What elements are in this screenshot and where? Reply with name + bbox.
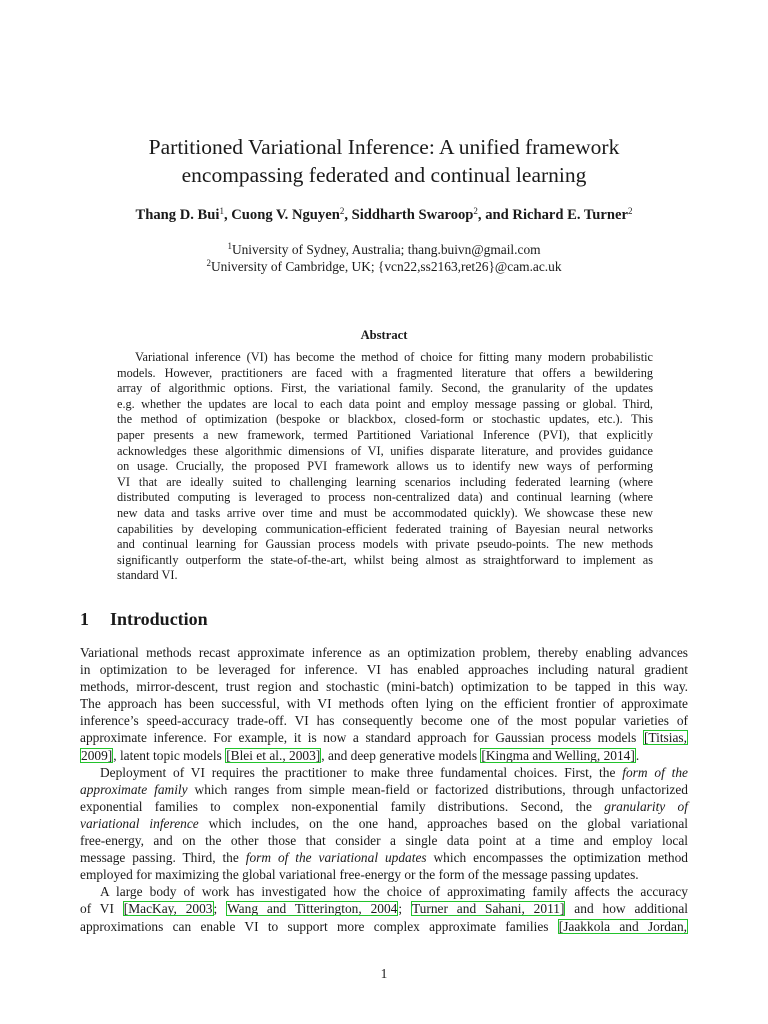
abstract-heading: Abstract bbox=[360, 328, 408, 342]
body-text: , and deep generative models bbox=[321, 747, 481, 763]
paper-title bbox=[60, 133, 708, 189]
citation-link[interactable]: [Jaakkola and Jordan, bbox=[558, 918, 687, 934]
abstract-line: capabilities by developing communication-efficient federated training of Bayesian neural networks bbox=[117, 521, 653, 536]
abstract-line: VI that are ideally suited to challenging learning scenarios including federated learning (where bbox=[117, 474, 653, 489]
abstract-line: Variational inference (VI) has become the method of choice for fitting many modern probabilistic bbox=[135, 350, 653, 364]
introduction-body bbox=[80, 644, 688, 935]
body-line: free-energy, and on the other those that consider a single data point at a time and employ local bbox=[80, 833, 688, 849]
body-text: , latent topic models bbox=[113, 747, 226, 763]
body-line bbox=[80, 764, 688, 781]
body-text: which includes, on the one hand, approaches based on the global variational bbox=[198, 815, 688, 831]
body-text: which ranges from simple mean-field or factorized distributions, through unfactorized bbox=[187, 781, 688, 797]
abstract-line: acknowledges these algorithmic dimensions of VI, unifies disparate literature, and provides guidance bbox=[117, 443, 653, 458]
body-line: employed for maximizing the global variational free-energy or the form of the message passing updates. bbox=[80, 867, 639, 883]
citation-link[interactable]: [Kingma and Welling, 2014] bbox=[481, 747, 635, 763]
author-name: Richard E. Turner bbox=[512, 207, 628, 223]
body-text: exponential families to complex non-exponential family distributions. Second, the bbox=[80, 798, 605, 814]
author-affiliation-marker: 2 bbox=[627, 206, 633, 216]
emphasis-text: approximate family bbox=[80, 781, 188, 797]
section-title: Introduction bbox=[110, 609, 208, 629]
body-text: and how additional bbox=[565, 901, 689, 917]
affiliation-1 bbox=[60, 241, 708, 258]
body-line: inference’s speed-accuracy trade-off. VI has consequently become one of the most popular varieties of bbox=[80, 713, 688, 729]
citation-link[interactable]: [Blei et al., 2003] bbox=[226, 747, 321, 763]
section-number: 1 bbox=[80, 609, 89, 629]
author-affiliation-marker: 2 bbox=[339, 206, 345, 216]
citation-link[interactable]: 2009] bbox=[81, 747, 113, 763]
abstract-line: the method of optimization (bespoke or blackbox, closed-form or stochastic updates, etc.). This bbox=[117, 412, 653, 427]
body-text: Deployment of VI requires the practitioner to make three fundamental choices. First, the bbox=[100, 764, 623, 780]
body-text: of VI bbox=[80, 901, 123, 917]
author-affiliation-marker: 1 bbox=[219, 206, 224, 216]
author-name: Thang D. Bui bbox=[135, 207, 220, 223]
abstract-line: significantly outperform the state-of-the-art, whilst being almost as straightforward to implement as bbox=[117, 552, 653, 567]
citation-link[interactable]: Wang and Titterington, 2004 bbox=[227, 901, 398, 917]
body-line: methods, mirror-descent, trust region and stochastic (mini-batch) optimization to be tapped in this way. bbox=[80, 679, 688, 695]
abstract-line: new data and tasks arrive over time and must be accommodated quickly). We showcase these new bbox=[117, 505, 653, 520]
body-line bbox=[80, 815, 688, 832]
abstract-line: distributed computing is leveraged to process non-centralized data) and continual learning (where bbox=[117, 490, 653, 505]
section-heading bbox=[80, 609, 208, 630]
body-line: The approach has been successful, with VI methods often lying on the efficient frontier of approximate bbox=[80, 696, 688, 712]
abstract-line: e.g. whether the updates are local to each data point and employ message passing or global. Third, bbox=[117, 396, 653, 411]
abstract-line: models. However, practitioners are faced with a fragmented literature that offers a bewildering bbox=[117, 365, 653, 380]
emphasis-text: form of the variational updates bbox=[245, 850, 427, 866]
citation-link[interactable]: [Titsias, bbox=[643, 730, 687, 746]
body-text: . bbox=[635, 747, 640, 763]
body-text: approximations can enable VI to support more complex approximate families bbox=[80, 918, 558, 934]
citation-link[interactable]: [MacKay, 2003 bbox=[123, 901, 213, 917]
author-name: Cuong V. Nguyen bbox=[231, 207, 340, 223]
page-number: 1 bbox=[380, 966, 388, 981]
abstract-line: on usage. Crucially, the proposed PVI framework allows us to identify new ways of performing bbox=[117, 459, 653, 474]
body-line bbox=[80, 747, 688, 764]
body-line: Variational methods recast approximate inference as an optimization problem, thereby enabling advances bbox=[80, 645, 688, 660]
body-line bbox=[80, 849, 688, 866]
abstract-line: paper presents a new framework, termed Partitioned Variational Inference (PVI), that explicitly bbox=[117, 427, 653, 442]
affiliation-marker: 2 bbox=[206, 258, 211, 268]
affiliation-marker: 1 bbox=[227, 241, 232, 251]
body-text: approximate inference. For example, it is now a standard approach for Gaussian process models bbox=[80, 730, 643, 746]
body-line: of VI [MacKay, 2003; Wang and Titterington, 2004; Turner and Sahani, 2011] and how additional bbox=[80, 901, 689, 917]
abstract-line: and continual learning for Gaussian process models with private pseudo-points. The new methods bbox=[117, 537, 653, 552]
abstract-line: standard VI. bbox=[117, 568, 178, 583]
title-line-1: Partitioned Variational Inference: A unified framework bbox=[148, 135, 620, 159]
abstract-body bbox=[117, 350, 653, 584]
emphasis-text: form of the bbox=[622, 764, 688, 780]
affiliation-text: University of Sydney, Australia; thang.buivn@gmail.com bbox=[231, 242, 541, 257]
affiliation-2 bbox=[60, 258, 708, 275]
body-line bbox=[80, 729, 688, 746]
body-line: A large body of work has investigated how the choice of approximating family affects the accuracy bbox=[100, 884, 688, 900]
title-line-2: encompassing federated and continual learning bbox=[181, 163, 587, 187]
author-list: Thang D. Bui$^1$, Cuong V. Nguyen$^2$, Siddharth Swaroop$^2$, and Richard E. Turner$^2$ bbox=[135, 206, 633, 223]
body-line bbox=[80, 798, 688, 815]
body-line: in optimization to be leveraged for inference. VI has enabled approaches including natural gradient bbox=[80, 662, 688, 678]
body-text: message passing. Third, the bbox=[80, 850, 246, 866]
abstract-line: array of algorithmic options. First, the variational family. Second, the granularity of the updates bbox=[117, 381, 653, 396]
body-line bbox=[80, 918, 688, 935]
body-line bbox=[80, 781, 688, 798]
author-affiliation-marker: 2 bbox=[473, 206, 478, 216]
author-conjunction: and bbox=[485, 207, 509, 223]
author-name: Siddharth Swaroop bbox=[351, 207, 474, 223]
emphasis-text: variational inference bbox=[80, 815, 199, 831]
body-text: which encompasses the optimization method bbox=[426, 850, 688, 866]
citation-link[interactable]: Turner and Sahani, 2011] bbox=[411, 901, 565, 917]
emphasis-text: granularity of bbox=[604, 798, 688, 814]
affiliation-text: University of Cambridge, UK; {vcn22,ss2163,ret26}@cam.ac.uk bbox=[210, 259, 562, 274]
